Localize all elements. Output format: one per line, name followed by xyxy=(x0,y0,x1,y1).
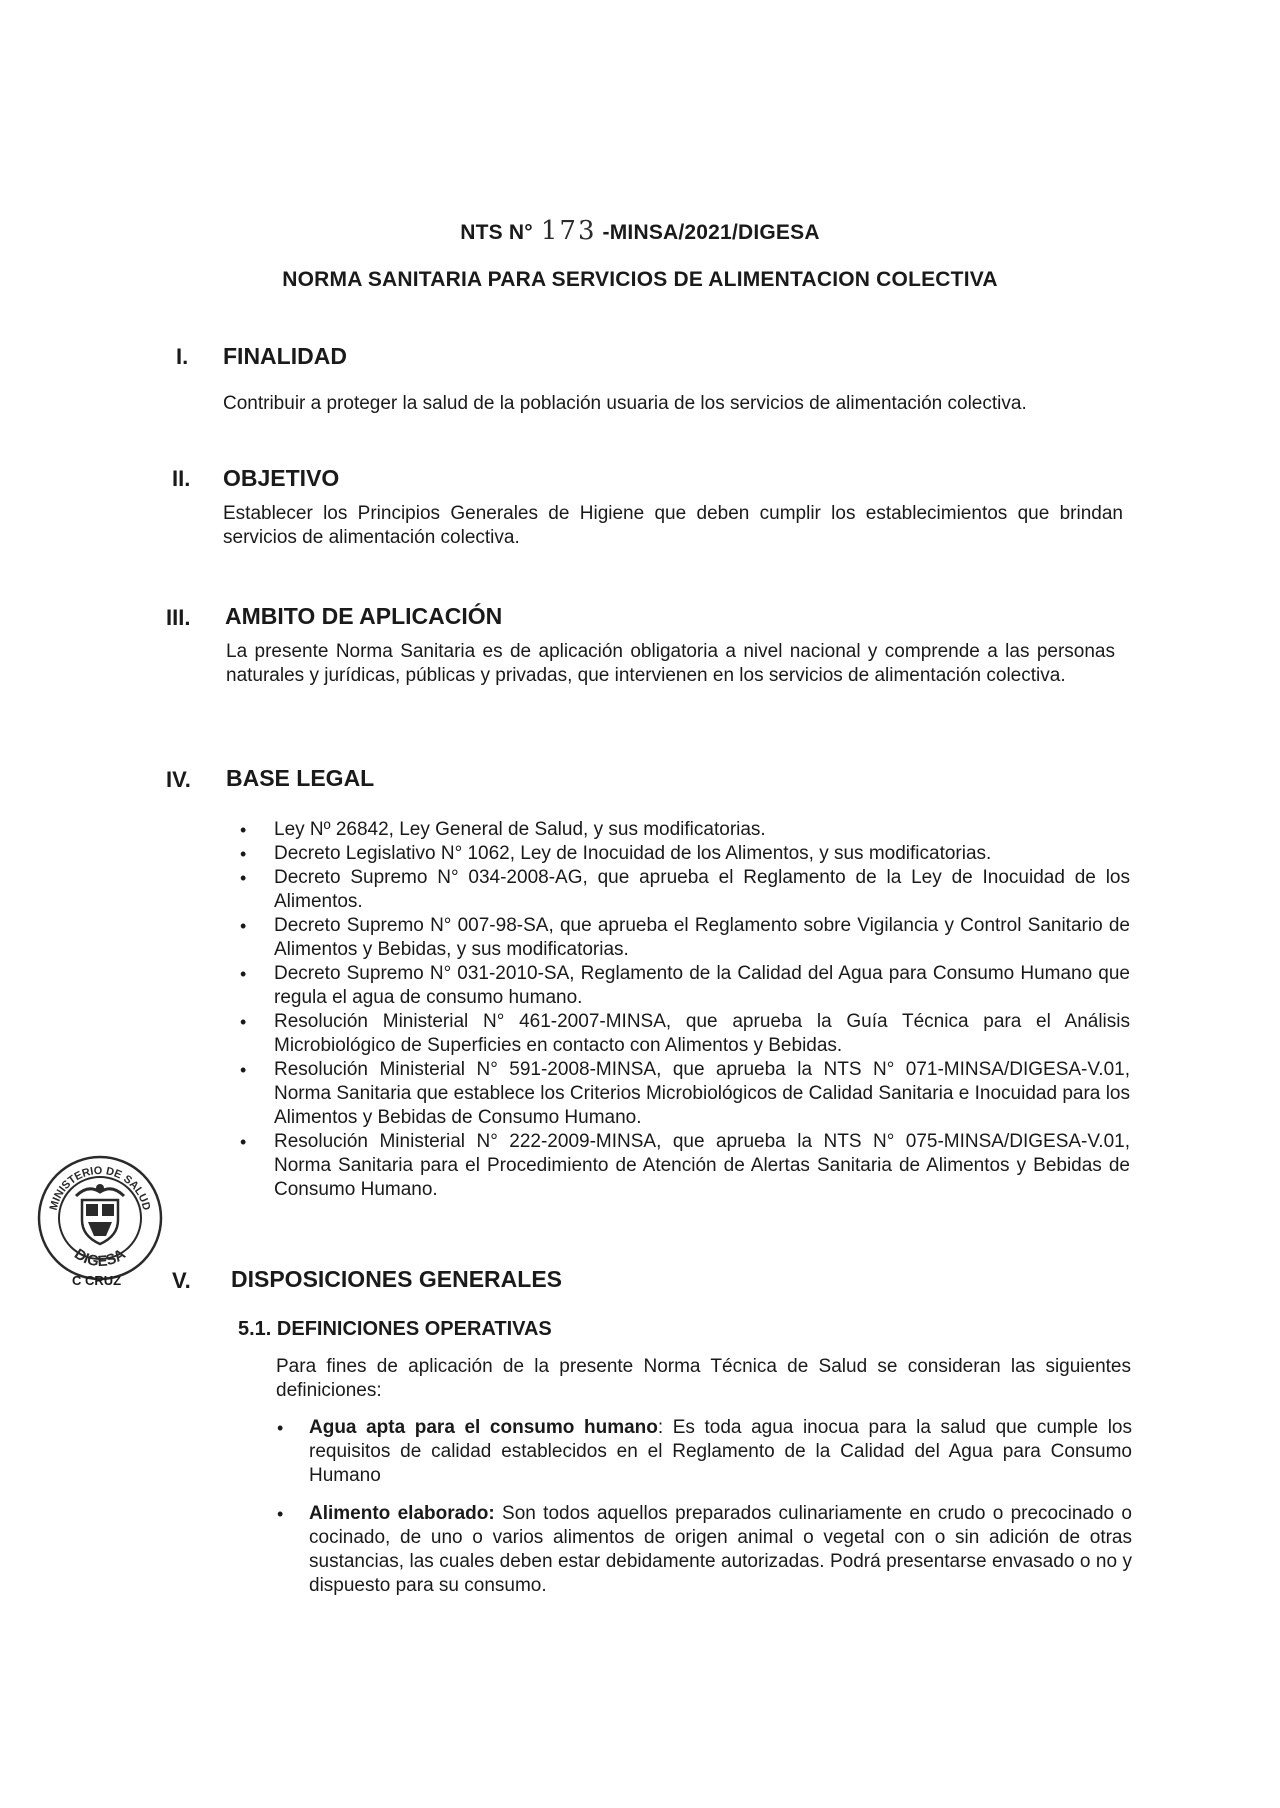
objetivo-text: Establecer los Principios Generales de Higiene que deben cumplir los establecimientos que brindan servicios de alimentación colectiva. xyxy=(223,503,1123,548)
list-item: • Decreto Legislativo N° 1062, Ley de Inocuidad de los Alimentos, y sus modificatorias. xyxy=(240,842,1130,866)
finalidad-text: Contribuir a proteger la salud de la población usuaria de los servicios de alimentación colectiva. xyxy=(223,393,1027,414)
definition-text: Son todos aquellos preparados culinariamente en crudo o precocinado o cocinado, de uno o varios alimentos de origen animal o vegetal con o sin adición de otras sustancias, las cuales deben estar debidamente autorizadas. Podrá presentarse envasado o no y dispuesto para su consumo. xyxy=(309,1503,1132,1596)
seal-top-text: MINISTERIO DE SALUD xyxy=(47,1164,153,1212)
doc-number-handwritten: 173 xyxy=(540,216,597,246)
section-title-objetivo: OBJETIVO xyxy=(223,465,340,491)
base-legal-list xyxy=(240,818,1130,1202)
list-item: • Decreto Supremo N° 034-2008-AG, que aprueba el Reglamento de la Ley de Inocuidad de los Alimentos. xyxy=(240,866,1130,914)
definition-term: Agua apta para el consumo humano xyxy=(309,1417,658,1438)
seal-signature: C CRUZ xyxy=(72,1273,122,1288)
section-numeral-4: IV. xyxy=(166,767,191,792)
list-item: • Resolución Ministerial N° 222-2009-MINSA, que aprueba la NTS N° 075-MINSA/DIGESA-V.01, Norma Sanitaria para el Procedimiento de Atención de Alertas Sanitaria de Alimentos y Bebidas de Consumo Humano. xyxy=(240,1130,1130,1202)
document-title: NORMA SANITARIA PARA SERVICIOS DE ALIMENTACION COLECTIVA xyxy=(282,268,998,291)
subsection-title-definiciones: 5.1. DEFINICIONES OPERATIVAS xyxy=(238,1318,552,1340)
document-number xyxy=(0,216,1280,246)
section-numeral-3: III. xyxy=(166,605,191,630)
definition-term: Alimento elaborado: xyxy=(309,1503,495,1524)
section-title-base-legal: BASE LEGAL xyxy=(226,765,375,791)
seal-bottom-text: DIGESA xyxy=(71,1245,129,1271)
ministry-seal-icon xyxy=(36,1154,164,1282)
list-item: • Resolución Ministerial N° 591-2008-MINSA, que aprueba la NTS N° 071-MINSA/DIGESA-V.01, Norma Sanitaria que establece los Criterios Microbiológicos de Calidad Sanitaria e Inocuidad para los Alimentos y Bebidas de Consumo Humano. xyxy=(240,1058,1130,1130)
definition-item xyxy=(277,1502,1132,1598)
section-title-finalidad: FINALIDAD xyxy=(223,343,347,369)
section-title-ambito: AMBITO DE APLICACIÓN xyxy=(225,603,503,629)
list-item: • Resolución Ministerial N° 461-2007-MINSA, que aprueba la Guía Técnica para el Análisis Microbiológico de Superficies en contacto con Alimentos y Bebidas. xyxy=(240,1010,1130,1058)
definition-text: : Es toda agua inocua para la salud que cumple los requisitos de calidad establecidos en el Reglamento de la Calidad del Agua para Consumo Humano xyxy=(309,1417,1133,1486)
definitions-list xyxy=(277,1416,1132,1598)
doc-number-suffix: -MINSA/2021/DIGESA xyxy=(602,221,820,244)
definiciones-intro: Para fines de aplicación de la presente Norma Técnica de Salud se consideran las siguientes definiciones: xyxy=(276,1356,1131,1401)
doc-number-prefix: NTS N° xyxy=(460,221,533,244)
list-item: • Ley Nº 26842, Ley General de Salud, y sus modificatorias. xyxy=(240,818,1130,842)
section-title-disposiciones: DISPOSICIONES GENERALES xyxy=(231,1266,563,1292)
section-numeral-2: II. xyxy=(172,466,191,491)
section-numeral-5: V. xyxy=(172,1268,191,1293)
section-numeral-1: I. xyxy=(176,344,189,369)
ambito-text: La presente Norma Sanitaria es de aplicación obligatoria a nivel nacional y comprende a las personas naturales y jurídicas, públicas y privadas, que intervienen en los servicios de alimentación colectiva. xyxy=(226,641,1115,686)
list-item: • Decreto Supremo N° 007-98-SA, que aprueba el Reglamento sobre Vigilancia y Control Sanitario de Alimentos y Bebidas, y sus modificatorias. xyxy=(240,914,1130,962)
list-item: • Decreto Supremo N° 031-2010-SA, Reglamento de la Calidad del Agua para Consumo Humano que regula el agua de consumo humano. xyxy=(240,962,1130,1010)
definition-item xyxy=(277,1416,1132,1488)
